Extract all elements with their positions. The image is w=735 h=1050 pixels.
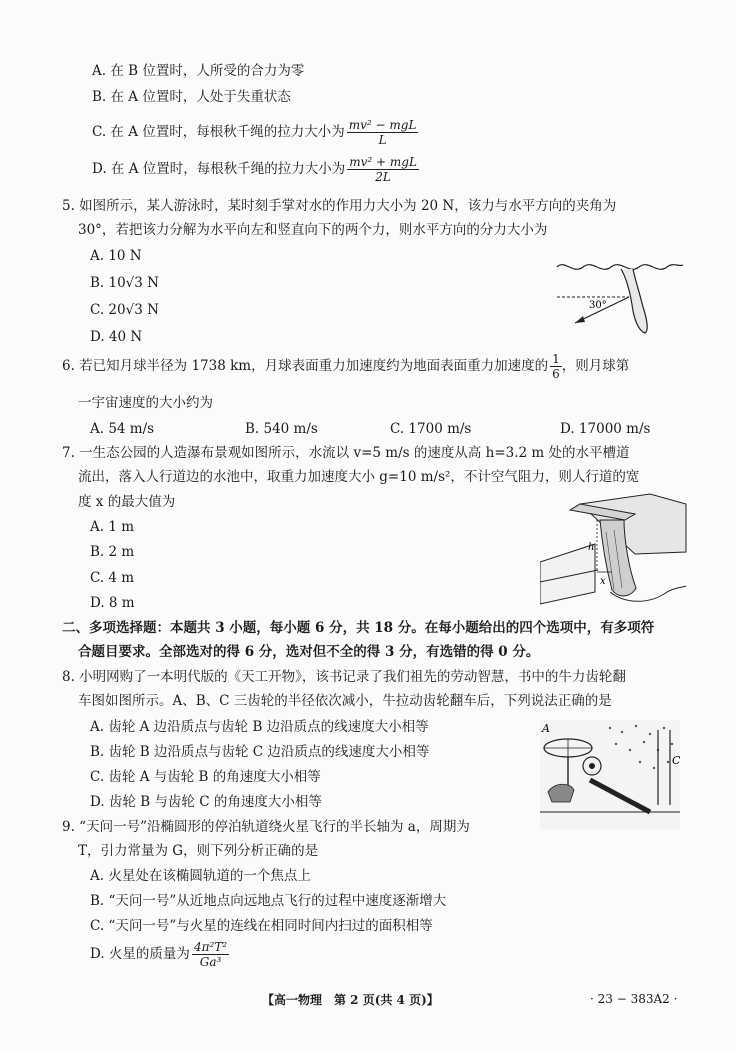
- q8-option-d: D. 齿轮 B 与齿轮 C 的角速度大小相等: [90, 794, 322, 810]
- waterfall-figure: [540, 492, 688, 610]
- gear-waterwheel-figure: [540, 720, 680, 830]
- q6-option-c: C. 1700 m/s: [390, 421, 472, 437]
- q4-option-d: [92, 155, 419, 184]
- q5-stem-line2: 30°，若把该力分解为水平向左和竖直向下的两个力，则水平方向的分力大小为: [78, 222, 548, 238]
- q7-stem-line1: 7. 一生态公园的人造瀑布景观如图所示，水流以 v=5 m/s 的速度从高 h=3.2 m 处的水平槽道: [62, 445, 630, 461]
- page-footer: 【高一物理 第 2 页(共 4 页)】: [262, 993, 439, 1007]
- q9-option-a: A. 火星处在该椭圆轨道的一个焦点上: [90, 868, 311, 884]
- section2-header-line2: 合题目要求。全部选对的得 6 分，选对但不全的得 3 分，有选错的得 0 分。: [78, 644, 540, 660]
- q4-d-numerator: mv² + mgL: [349, 155, 417, 169]
- q4-option-a: A. 在 B 位置时，人所受的合力为零: [92, 63, 305, 79]
- q5-option-c: C. 20√3 N: [90, 302, 159, 318]
- q8-option-b: B. 齿轮 B 边沿质点与齿轮 C 边沿质点的线速度大小相等: [90, 744, 430, 760]
- q6-option-d: D. 17000 m/s: [560, 421, 651, 437]
- q6-stem-tail: ，则月球第: [561, 358, 630, 374]
- q9-d-denominator: Ga³: [199, 955, 222, 969]
- q5-stem-line1: 5. 如图所示，某人游泳时，某时刻手掌对水的作用力大小为 20 N，该力与水平方向的夹角为: [62, 198, 617, 214]
- q4-d-denominator: 2L: [375, 170, 391, 184]
- q9-d-numerator: 4π²T²: [193, 940, 228, 954]
- q7-option-a: A. 1 m: [90, 519, 135, 535]
- q7-option-b: B. 2 m: [90, 544, 135, 560]
- q8-stem-line2: 车图如图所示。A、B、C 三齿轮的半径依次减小，牛拉动齿轮翻车后，下列说法正确的是: [78, 693, 612, 709]
- q6-frac-num: 1: [552, 352, 560, 366]
- q9-option-d: [90, 940, 229, 969]
- q8-option-c: C. 齿轮 A 与齿轮 B 的角速度大小相等: [90, 769, 321, 785]
- q9-option-d-fraction: [192, 940, 229, 969]
- q9-option-b: B. “天问一号”从近地点向远地点飞行的过程中速度逐渐增大: [90, 893, 447, 909]
- q5-option-d: D. 40 N: [90, 329, 143, 345]
- paper-code: · 23 − 383A2 ·: [590, 992, 678, 1006]
- q8-stem-line1: 8. 小明网购了一本明代版的《天工开物》，该书记录了我们祖先的劳动智慧，书中的牛力齿轮翻: [62, 669, 626, 685]
- q9-option-c: C. “天问一号”与火星的连线在相同时间内扫过的面积相等: [90, 918, 433, 934]
- swimmer-hand-figure: [555, 245, 685, 340]
- q6-stem-line1: [62, 352, 629, 381]
- q9-stem-line1: 9. “天问一号”沿椭圆形的停泊轨道绕火星飞行的半长轴为 a，周期为: [62, 819, 470, 835]
- q6-option-b: B. 540 m/s: [245, 421, 318, 437]
- q5-option-a: A. 10 N: [90, 248, 142, 264]
- q7-option-c: C. 4 m: [90, 570, 135, 586]
- gear-a-label: A: [542, 722, 550, 735]
- q7-stem-line3: 度 x 的最大值为: [78, 494, 176, 510]
- q9-stem-line2: T，引力常量为 G，则下列分析正确的是: [78, 843, 319, 859]
- width-label: x: [600, 576, 606, 587]
- q4-option-d-text: D. 在 A 位置时，每根秋千绳的拉力大小为: [92, 161, 346, 177]
- height-label: h: [588, 542, 595, 553]
- angle-label: 30°: [589, 300, 607, 311]
- q7-option-d: D. 8 m: [90, 595, 135, 611]
- q6-frac-den: 6: [552, 367, 560, 381]
- q4-option-d-fraction: [347, 155, 419, 184]
- section2-header-line1: 二、多项选择题：本题共 3 小题，每小题 6 分，共 18 分。在每小题给出的四个选项中，有多项符: [62, 620, 655, 636]
- q4-option-b: B. 在 A 位置时，人处于失重状态: [92, 89, 291, 105]
- q8-option-a: A. 齿轮 A 边沿质点与齿轮 B 边沿质点的线速度大小相等: [90, 719, 429, 735]
- q6-stem-text: 6. 若已知月球半径为 1738 km，月球表面重力加速度约为地面表面重力加速度的: [62, 358, 549, 374]
- q7-stem-line2: 流出，落入人行道边的水池中，取重力加速度大小 g=10 m/s²，不计空气阻力，则人行道的宽: [78, 469, 640, 485]
- q9-option-d-text: D. 火星的质量为: [90, 946, 190, 962]
- q4-c-denominator: L: [378, 133, 387, 147]
- q5-option-b: B. 10√3 N: [90, 275, 159, 291]
- q6-stem-line2: 一宇宙速度的大小约为: [78, 395, 213, 411]
- gear-c-label: C: [672, 754, 680, 767]
- q6-fraction: [550, 352, 562, 381]
- q4-option-c: [92, 118, 418, 147]
- q4-option-c-fraction: [347, 118, 419, 147]
- q4-c-numerator: mv² − mgL: [348, 118, 417, 132]
- q6-option-a: A. 54 m/s: [90, 421, 155, 437]
- q4-option-c-text: C. 在 A 位置时，每根秋千绳的拉力大小为: [92, 124, 345, 140]
